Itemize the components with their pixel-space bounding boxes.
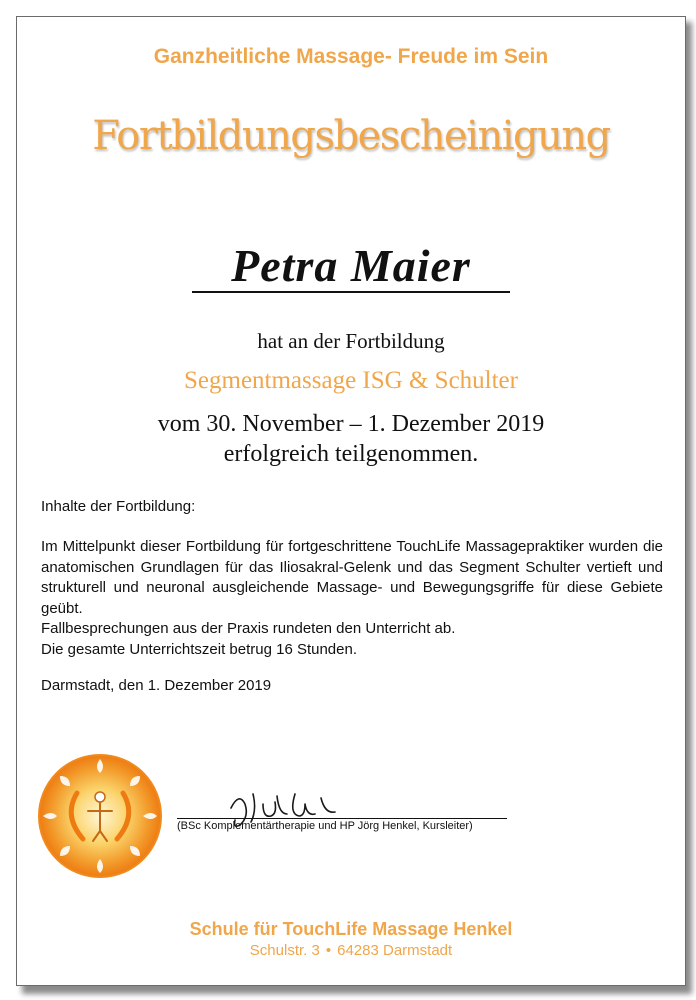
touchlife-lotus-logo-icon bbox=[37, 753, 163, 879]
signature-caption: (BSc Komplementärtherapie und HP Jörg Henkel, Kursleiter) bbox=[177, 820, 473, 832]
course-title: Segmentmassage ISG & Schulter bbox=[184, 367, 518, 394]
signature-line bbox=[177, 818, 507, 819]
place-and-date: Darmstadt, den 1. Dezember 2019 bbox=[41, 677, 272, 694]
certificate-title: Fortbildungsbescheinigung bbox=[92, 113, 610, 159]
contents-paragraph: Im Mittelpunkt dieser Fortbildung für fortgeschrittene TouchLife Massagepraktiker wurden die anatomischen Grundlagen für das Iliosakral-Gelenk und das Segment Schulter vertieft und strukturell und neuronal ausgleichende Massage- und Bewegungsgriffe für diese Gebiete geübt. bbox=[41, 538, 663, 617]
contents-heading: Inhalte der Fortbildung: bbox=[41, 498, 196, 515]
contents-body bbox=[41, 537, 663, 660]
organization-tagline: Ganzheitliche Massage- Freude im Sein bbox=[153, 45, 549, 68]
certificate-page bbox=[16, 16, 686, 986]
address-bullet: • bbox=[325, 942, 332, 959]
name-underline bbox=[192, 291, 510, 293]
contents-case-discussions: Fallbesprechungen aus der Praxis rundeten den Unterricht ab. bbox=[41, 620, 456, 637]
completion-text: erfolgreich teilgenommen. bbox=[223, 441, 479, 467]
school-name: Schule für TouchLife Massage Henkel bbox=[189, 919, 513, 939]
recipient-name: Petra Maier bbox=[231, 240, 471, 291]
address-street: Schulstr. 3 bbox=[249, 942, 320, 959]
address-city: 64283 Darmstadt bbox=[337, 942, 453, 959]
participation-intro: hat an der Fortbildung bbox=[257, 329, 445, 353]
contents-total-time: Die gesamte Unterrichtszeit betrug 16 Stunden. bbox=[41, 640, 358, 658]
school-address bbox=[17, 942, 685, 959]
course-date-range: vom 30. November – 1. Dezember 2019 bbox=[157, 411, 545, 437]
